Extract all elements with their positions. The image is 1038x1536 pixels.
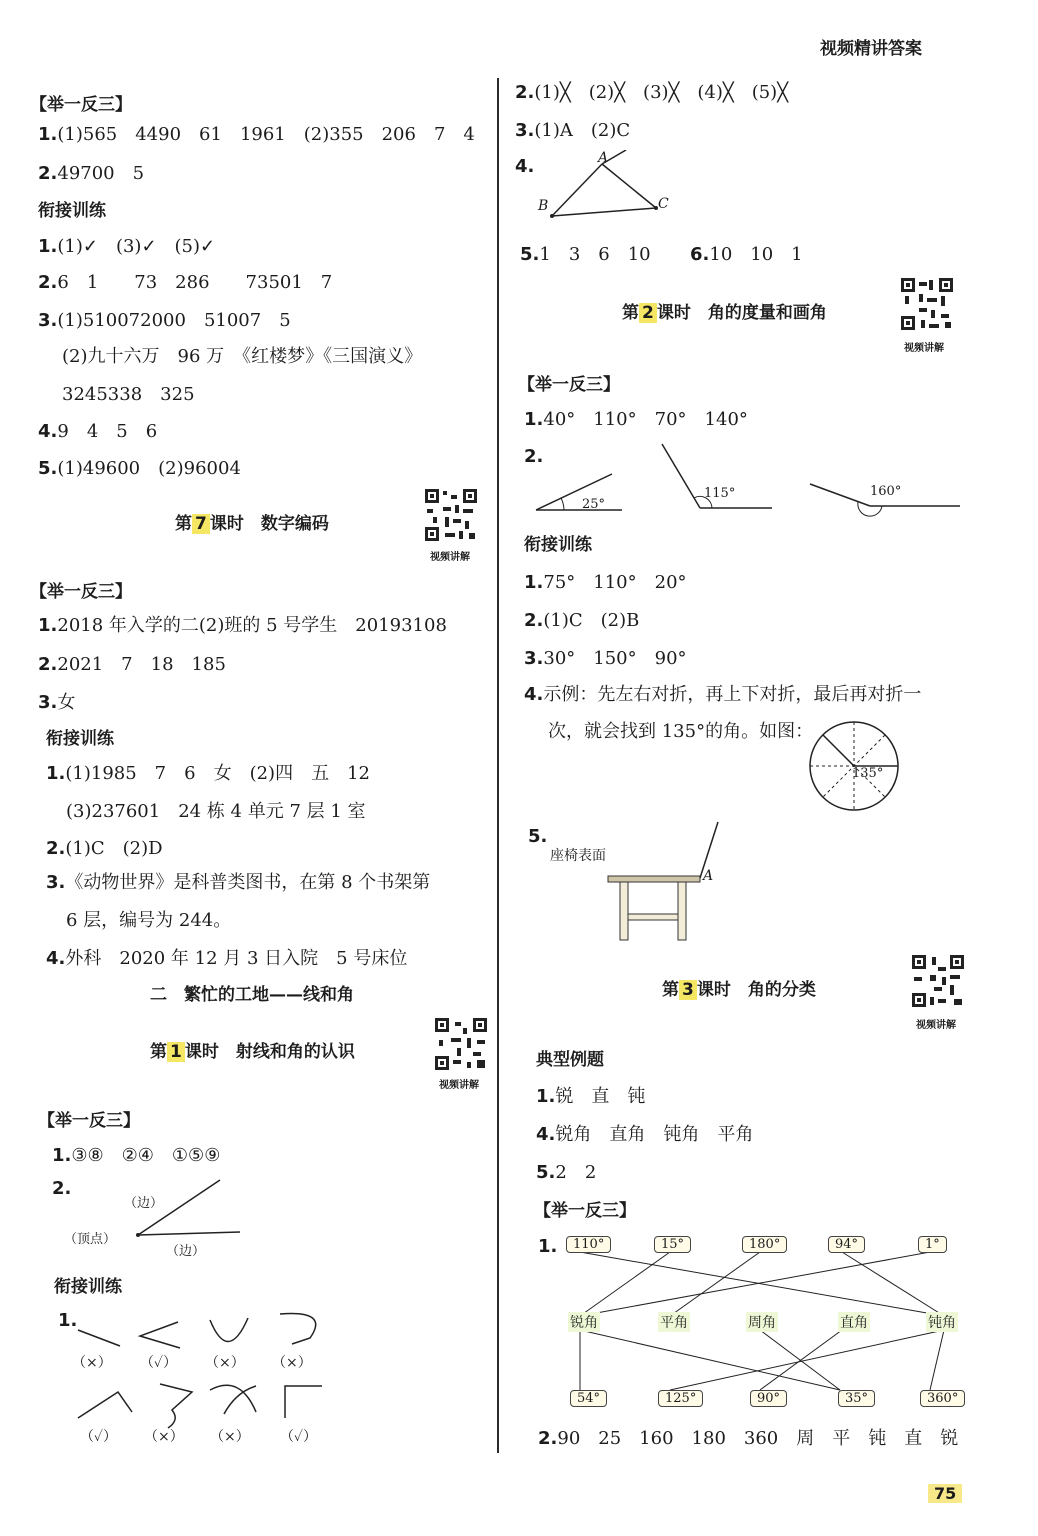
question-number: 2. bbox=[52, 1178, 72, 1199]
qr-code-icon[interactable] bbox=[433, 1016, 489, 1072]
question-number: 4. bbox=[515, 156, 535, 177]
answer-line: 5.(1)49600 (2)96004 bbox=[38, 458, 241, 479]
qr-code-icon[interactable] bbox=[899, 276, 955, 332]
point-label: C bbox=[658, 196, 669, 212]
section-title: 【举一反三】 bbox=[30, 95, 132, 115]
seat-label: 座椅表面 bbox=[550, 848, 606, 864]
qr-caption: 视频讲解 bbox=[439, 1080, 479, 1091]
unit-title: 二 繁忙的工地——线和角 bbox=[150, 985, 354, 1005]
judge-mark: （✓） bbox=[140, 1355, 178, 1371]
qr-code-icon[interactable] bbox=[910, 953, 966, 1009]
angle-label: 25° bbox=[582, 497, 606, 512]
section-title: 【举一反三】 bbox=[534, 1201, 636, 1221]
answer-line: 3.女 bbox=[38, 692, 76, 713]
answer-line: 4.锐角 直角 钝角 平角 bbox=[536, 1124, 754, 1145]
page-number: 75 bbox=[928, 1484, 962, 1503]
answer-line: 1.75° 110° 20° bbox=[524, 572, 687, 593]
judge-mark: （×） bbox=[72, 1355, 112, 1371]
angle-label: 160° bbox=[870, 484, 902, 499]
angle-label: 115° bbox=[704, 486, 736, 501]
header-title: 视频精讲答案 bbox=[820, 39, 922, 59]
answer-line: 1.(1)565 4490 61 1961 (2)355 206 7 4 bbox=[38, 124, 475, 145]
judge-mark: （×） bbox=[210, 1429, 250, 1445]
answer-line: 2.2021 7 18 185 bbox=[38, 654, 226, 675]
judge-mark: （✓） bbox=[280, 1429, 318, 1445]
answer-line: 5.2 2 bbox=[536, 1162, 597, 1183]
edge-label: （边） bbox=[124, 1196, 164, 1211]
triangle-diagram bbox=[530, 150, 690, 230]
answer-line: 5.1 3 6 10 bbox=[520, 244, 651, 265]
section-title: 衔接训练 bbox=[54, 1277, 122, 1297]
answer-line: 3.30° 150° 90° bbox=[524, 648, 687, 669]
answer-line: 1.2018 年入学的二(2)班的 5 号学生 20193108 bbox=[38, 615, 447, 636]
answer-line: (2)九十六万 96 万 《红楼梦》《三国演义》 bbox=[62, 346, 423, 367]
section-title: 【举一反三】 bbox=[38, 1111, 140, 1131]
section-title: 典型例题 bbox=[536, 1050, 604, 1070]
answer-line: 1.(1)✓ (3)✓ (5)✓ bbox=[38, 236, 216, 257]
match-tag: 125° bbox=[658, 1390, 703, 1407]
match-tag: 15° bbox=[654, 1236, 691, 1253]
section-title: 【举一反三】 bbox=[30, 582, 132, 602]
lesson-title: 第 1 课时 射线和角的认识 bbox=[150, 1042, 355, 1062]
answer-line: 4.示例：先左右对折，再上下对折，最后再对折一 bbox=[524, 684, 922, 705]
answer-line: 2.90 25 160 180 360 周 平 钝 直 锐 bbox=[538, 1428, 959, 1449]
answer-line: 1.锐 直 钝 bbox=[536, 1086, 646, 1107]
angle-type-label: 直角 bbox=[838, 1312, 870, 1332]
answer-line: 4.外科 2020 年 12 月 3 日入院 5 号床位 bbox=[46, 948, 408, 969]
question-number: 1. bbox=[58, 1310, 78, 1331]
answer-line: 2.6 1 73 286 73501 7 bbox=[38, 272, 333, 293]
match-tag: 110° bbox=[566, 1236, 611, 1253]
question-number: 5. bbox=[528, 826, 548, 847]
section-title: 衔接训练 bbox=[38, 201, 106, 221]
answer-line: 1.(1)1985 7 6 女 (2)四 五 12 bbox=[46, 763, 370, 784]
judge-mark: （×） bbox=[272, 1355, 312, 1371]
answer-line: 2.(1)C (2)D bbox=[46, 838, 163, 859]
answer-line: 2.49700 5 bbox=[38, 163, 145, 184]
answer-line: 3245338 325 bbox=[62, 384, 195, 405]
match-tag: 180° bbox=[742, 1236, 787, 1253]
answer-line: 3.《动物世界》是科普类图书，在第 8 个书架第 bbox=[46, 872, 431, 893]
match-tag: 360° bbox=[920, 1390, 965, 1407]
angle-type-label: 周角 bbox=[746, 1312, 778, 1332]
answer-line: 6 层，编号为 244。 bbox=[66, 910, 232, 931]
match-tag: 94° bbox=[828, 1236, 865, 1253]
question-number: 1. bbox=[538, 1236, 558, 1257]
match-tag: 90° bbox=[750, 1390, 787, 1407]
point-label: B bbox=[538, 198, 549, 214]
answer-line: 6.10 10 1 bbox=[690, 244, 803, 265]
answer-line: (3)237601 24 栋 4 单元 7 层 1 室 bbox=[66, 801, 366, 822]
answer-line: 2.(1)C (2)B bbox=[524, 610, 640, 631]
match-tag: 1° bbox=[918, 1236, 947, 1253]
question-number: 2. bbox=[524, 446, 544, 467]
angle-type-label: 锐角 bbox=[568, 1312, 600, 1332]
answer-line: 2.(1)╳ (2)╳ (3)╳ (4)╳ (5)╳ bbox=[515, 82, 789, 103]
answer-line: 次，就会找到 135°的角。如图： bbox=[548, 721, 814, 742]
edge-label: （边） bbox=[166, 1244, 206, 1259]
section-title: 衔接训练 bbox=[46, 729, 114, 749]
lesson-title: 第 2 课时 角的度量和画角 bbox=[622, 303, 827, 323]
section-title: 【举一反三】 bbox=[518, 375, 620, 395]
lesson-title: 第 7 课时 数字编码 bbox=[175, 514, 329, 534]
judge-mark: （×） bbox=[205, 1355, 245, 1371]
answer-line: 1.40° 110° 70° 140° bbox=[524, 409, 748, 430]
answer-line: 3.(1)A (2)C bbox=[515, 120, 631, 141]
point-label: A bbox=[598, 150, 609, 166]
section-title: 衔接训练 bbox=[524, 535, 592, 555]
answer-line: 3.(1)510072000 51007 5 bbox=[38, 310, 291, 331]
match-tag: 35° bbox=[838, 1390, 875, 1407]
answer-line: 4.9 4 5 6 bbox=[38, 421, 158, 442]
qr-code-icon[interactable] bbox=[423, 487, 479, 543]
point-label: A bbox=[703, 868, 714, 884]
angle-type-label: 钝角 bbox=[926, 1312, 958, 1332]
qr-caption: 视频讲解 bbox=[430, 552, 470, 563]
vertex-label: （顶点） bbox=[64, 1232, 117, 1247]
column-divider bbox=[497, 78, 499, 1453]
answer-line: 1.③⑧ ②④ ①⑤⑨ bbox=[52, 1145, 221, 1166]
angle-type-label: 平角 bbox=[658, 1312, 690, 1332]
judge-mark: （×） bbox=[144, 1429, 184, 1445]
lesson-title: 第 3 课时 角的分类 bbox=[662, 980, 816, 1000]
qr-caption: 视频讲解 bbox=[904, 343, 944, 354]
judge-mark: （✓） bbox=[80, 1429, 118, 1445]
qr-caption: 视频讲解 bbox=[916, 1020, 956, 1031]
match-tag: 54° bbox=[570, 1390, 607, 1407]
angle-label: 135° bbox=[852, 766, 884, 781]
